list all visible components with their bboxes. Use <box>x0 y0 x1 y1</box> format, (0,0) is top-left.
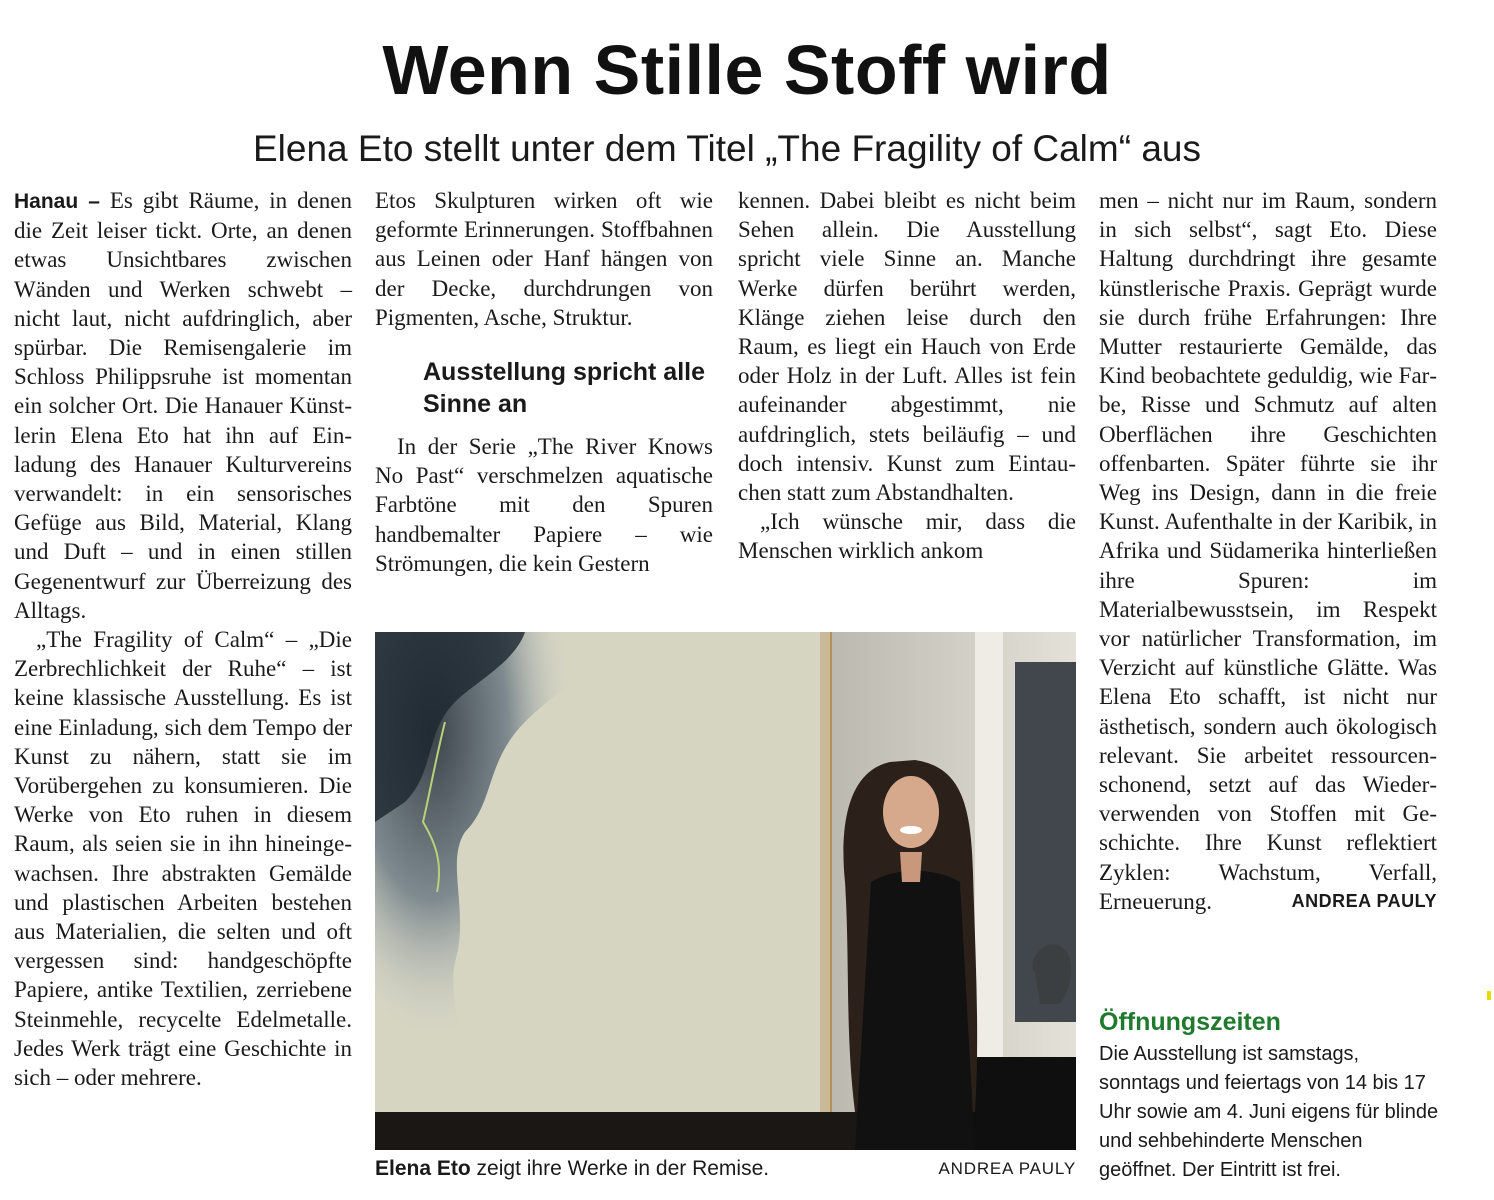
paragraph-text: Es gibt Räume, in denen die Zeit leiser tickt. Orte, an denen etwas Unsichtbares zwischen Wänden und Werken schwebt – nicht laut, nicht aufdringlich, aber spürbar. Die Remisengalerie im Schloss Philippsruhe ist momentan ein solcher Ort. Die Hanauer Künstlerin Elena Eto hat ihn auf Einladung des Hanauer Kulturvereins verwandelt: in ein sensorisches Gefüge aus Bild, Material, Klang und Duft – und in einen stillen Gegenentwurf zur Überreizung des Alltags. <box>14 188 352 623</box>
photo-caption <box>375 1154 1076 1184</box>
subheadline: Elena Eto stellt unter dem Titel „The Fragility of Calm“ aus <box>253 128 1201 169</box>
margin-marker <box>1487 991 1491 1000</box>
opening-hours-text: Die Ausstellung ist samstags, sonntags und feiertags von 14 bis 17 Uhr sowie am 4. Juni eigens für blinde und sehbehinderte Menschen geöffnet. Der Eintritt ist frei. <box>1099 1043 1439 1181</box>
article-photo <box>375 632 1076 1150</box>
article-paragraph-2: „The Fragility of Calm“ – „Die Zerbrechlichkeit der Ruhe“ – ist keine klassische Ausstellung. Es ist eine Einladung, sich dem Tempo der Kunst zu nähern, statt sie im Vorübergehen zu konsumieren. Die Werke von Eto ruhen in diesem Raum, als seien sie in ihn hineingewachsen. Ihre abstrakten Gemälde und plastischen Arbeiten bestehen aus Materialien, die selten und oft vergessen sind: handgeschöpfte Papiere, antike Textilien, zerriebene Steinmehle, recycelte Edelmetalle. Jedes Werk trägt eine Geschichte in sich – oder mehrere. <box>14 627 352 1091</box>
article-column-3 <box>738 186 1076 566</box>
dateline: Hanau – <box>14 190 100 213</box>
article-column-2 <box>375 186 713 578</box>
photo-artist-with-painting <box>375 632 1076 1150</box>
caption-text: zeigt ihre Werke in der Remise. <box>476 1157 770 1180</box>
caption-name: Elena Eto <box>375 1157 471 1180</box>
article-paragraph-5: kennen. Dabei bleibt es nicht beim Sehen allein. Die Ausstellung spricht viele Sinne an. Manche Werke dürfen berührt werden, Klänge ziehen leise durch den Raum, es liegt ein Hauch von Erde oder Holz in der Luft. Alles ist fein aufeinander abgestimmt, nie aufdringlich, stets beiläufig – und doch intensiv. Kunst zum Eintauchen statt zum Abstandhalten. <box>738 188 1076 506</box>
article-paragraph-3: Etos Skulpturen wirken oft wie geformte Erinnerungen. Stoffbahnen aus Leinen oder Hanf hängen von der Decke, durchdrungen von Pigmenten, Asche, Struktur. <box>375 188 713 330</box>
article-paragraph-4: In der Serie „The River Knows No Past“ verschmelzen aquatische Farbtöne mit den Spuren handbemalter Papiere – wie Strömungen, die kein Gestern <box>375 434 713 576</box>
article-paragraph-7 <box>1099 186 1437 916</box>
paragraph-text: men – nicht nur im Raum, sondern in sich selbst“, sagt Eto. Diese Haltung durchdringt ihre gesamte künstlerische Praxis. Geprägt wurde sie durch frühe Erfahrungen: Ihre Mutter restaurierte Gemälde, das Kind beobachtete geduldig, wie Farbe, Risse und Schmutz auf alten Oberflächen ihre Geschichten offenbarten. Später führte sie ihr Weg ins Design, dann in die freie Kunst. Aufenthalte in der Karibik, in Afrika und Südamerika hinterließen ihre Spuren: im Materialbewusstsein, im Respekt vor natürlicher Transformation, im Verzicht auf künstliche Glätte. Was Elena Eto schafft, ist nicht nur ästhetisch, sondern auch ökologisch relevant. Sie arbeitet ressourcenschonend, setzt auf das Wiederverwenden von Stoffen mit Geschichte. Ihre Kunst reflektiert Zyklen: Wachstum, Verfall, Erneuerung. <box>1099 188 1437 914</box>
photo-credit: ANDREA PAULY <box>938 1159 1076 1178</box>
article-column-4 <box>1099 186 1437 916</box>
opening-hours-title: Öffnungszeiten <box>1099 1008 1281 1036</box>
author-credit: ANDREA PAULY <box>1291 890 1437 911</box>
opening-hours-box <box>1099 1006 1439 1185</box>
article-paragraph-6: „Ich wünsche mir, dass die Menschen wirklich ankom <box>738 509 1076 564</box>
headline: Wenn Stille Stoff wird <box>382 31 1112 109</box>
article-column-1 <box>14 186 352 1092</box>
article-subhead: Ausstellung spricht alle Sinne an <box>423 358 706 419</box>
article-paragraph-1 <box>14 186 352 625</box>
